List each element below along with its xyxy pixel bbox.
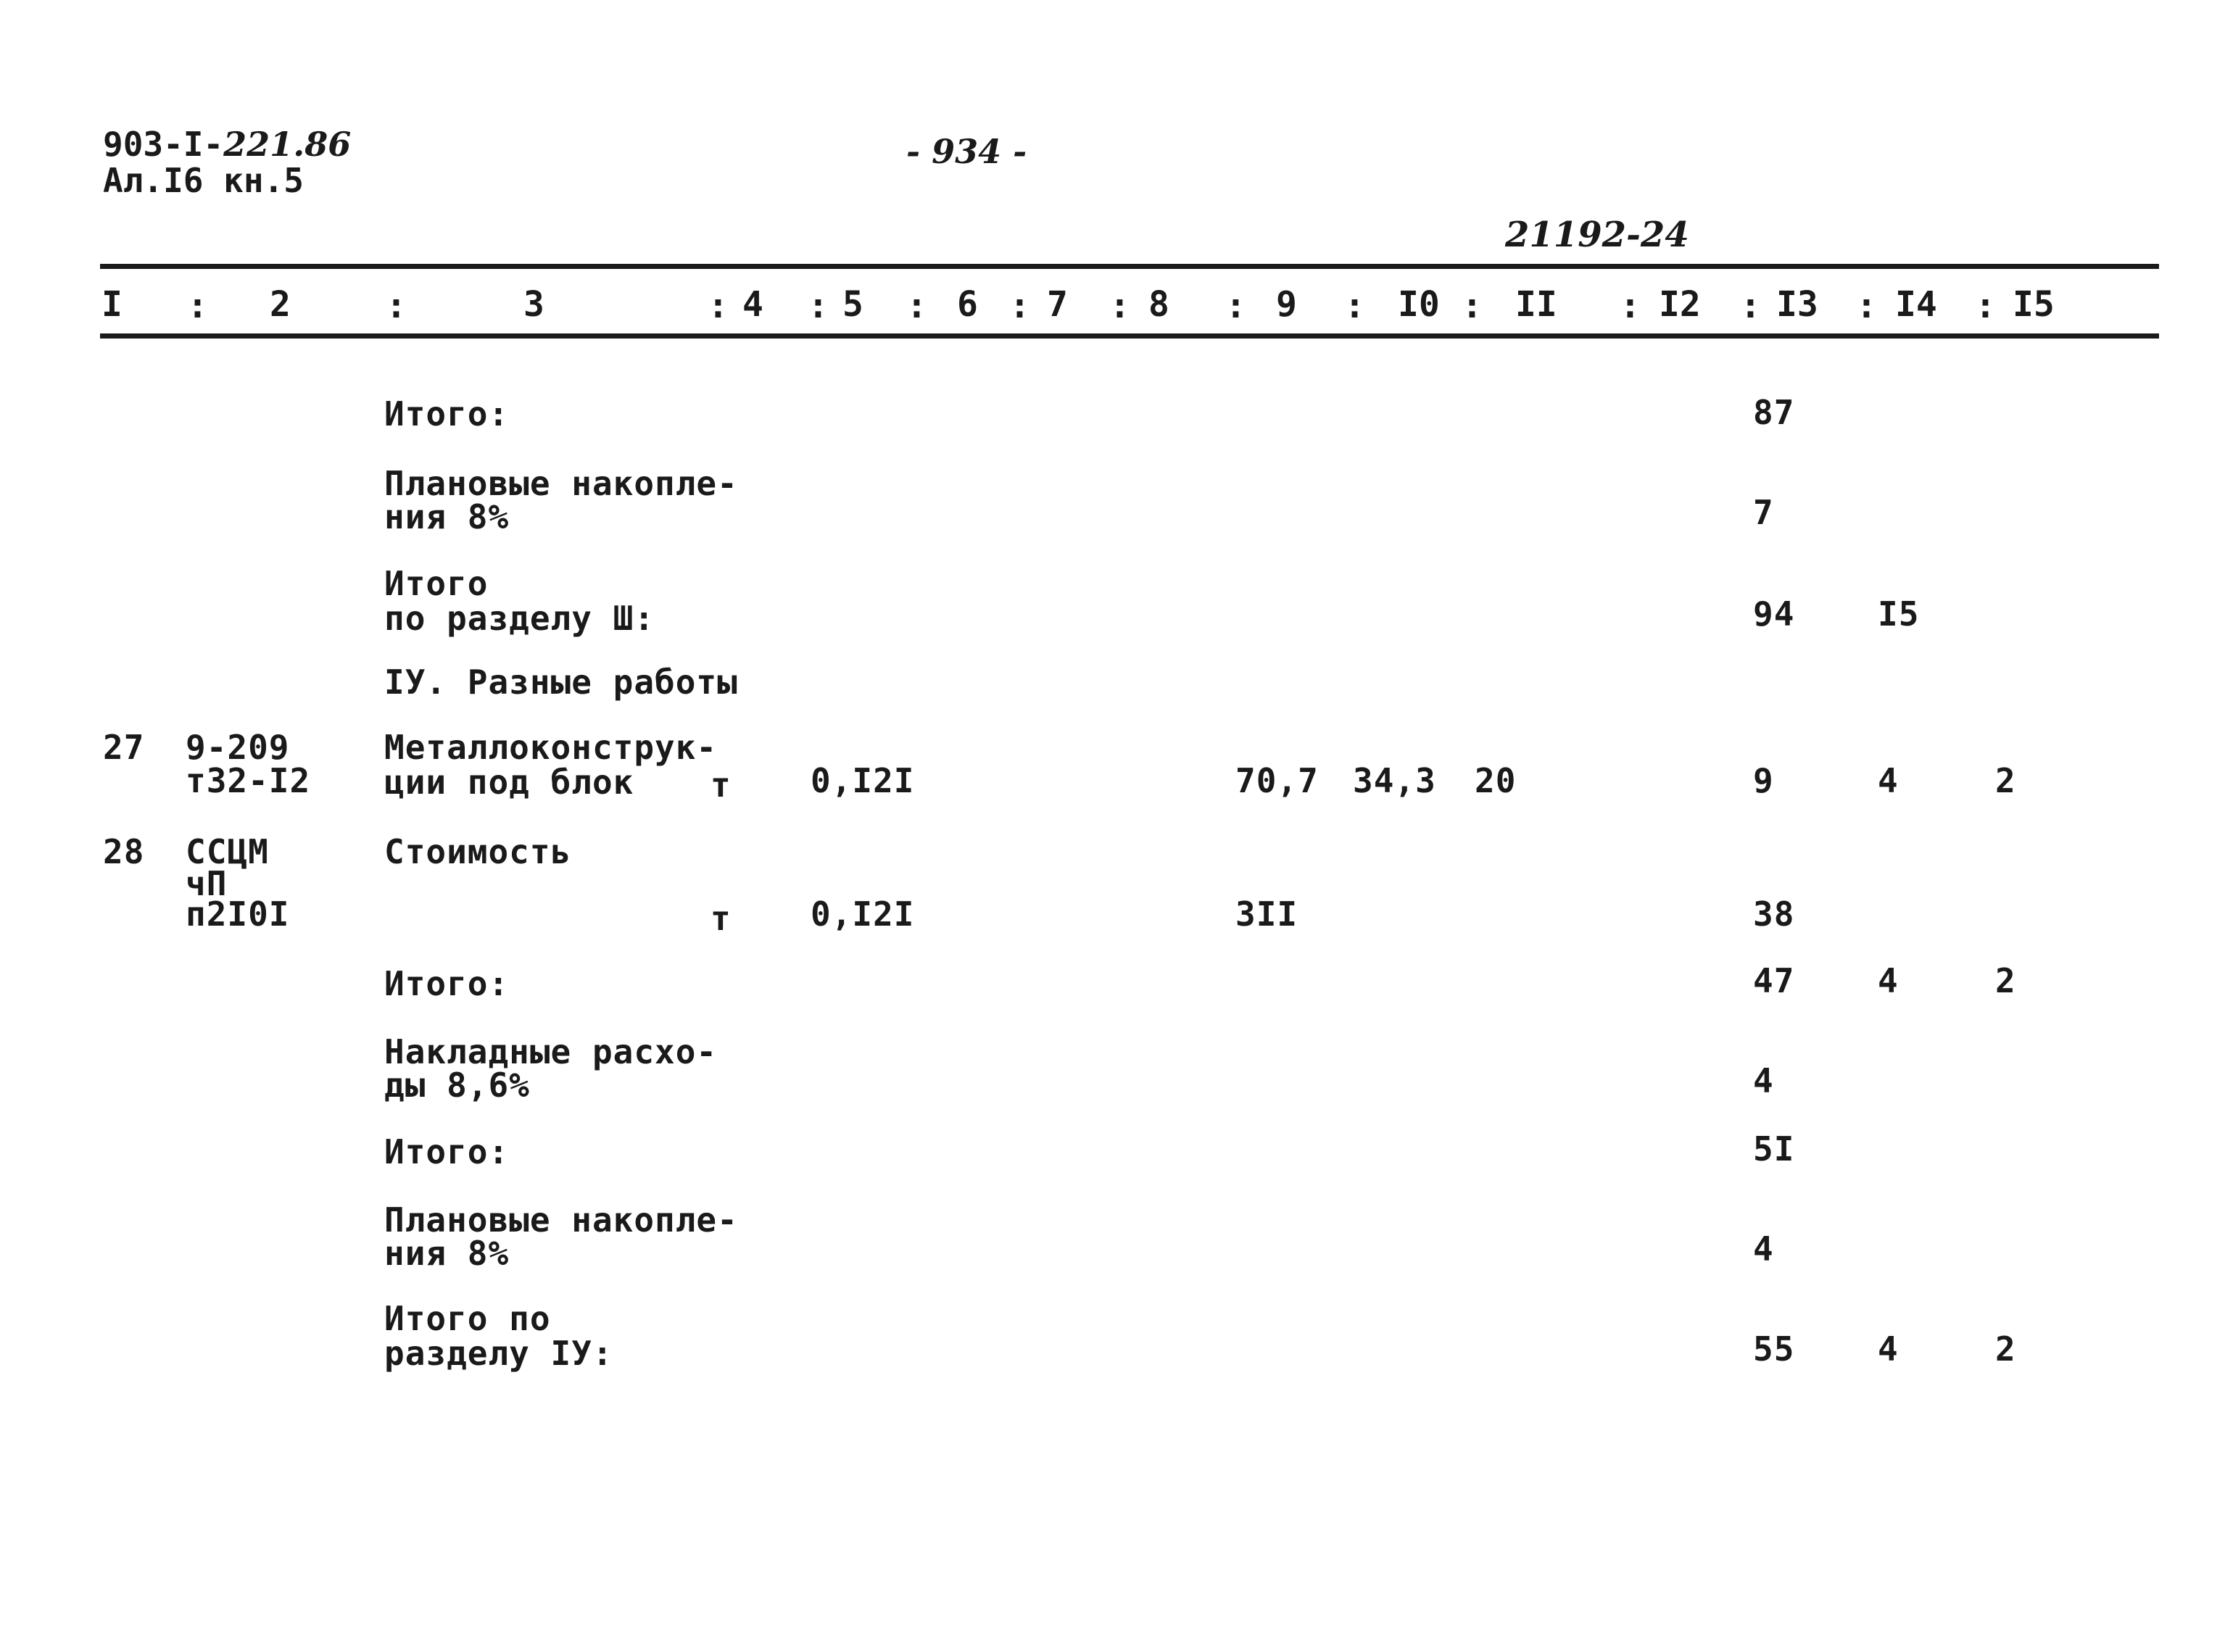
- table-header-rule: [100, 333, 2159, 339]
- row-label-line2: ния 8%: [384, 1234, 510, 1273]
- row-label-line2: ды 8,6%: [384, 1066, 530, 1105]
- cell-col14: 4: [1878, 1329, 1899, 1369]
- cell-col13: 4: [1753, 1229, 1774, 1269]
- cell-col13: 4: [1753, 1061, 1774, 1100]
- cell-unit: т: [710, 765, 732, 805]
- cell-code-line1: ССЦМ: [186, 832, 269, 871]
- cell-col13: 7: [1753, 493, 1774, 532]
- document-code-handwritten: 221.86: [223, 125, 352, 164]
- column-number: 9: [1276, 284, 1297, 325]
- column-separator: :: [187, 286, 208, 326]
- cell-col15: 2: [1995, 761, 2016, 800]
- column-separator: :: [1462, 286, 1483, 326]
- cell-col13: 38: [1753, 895, 1795, 934]
- column-number: II: [1515, 284, 1557, 325]
- cell-item-number: 27: [103, 728, 145, 767]
- cell-code-line1: 9-209: [186, 728, 290, 767]
- column-number: 4: [742, 284, 763, 325]
- row-label: Итого:: [384, 394, 510, 433]
- column-separator: :: [906, 286, 927, 326]
- sheet-code: 21192-24: [1505, 215, 1689, 255]
- column-number: 2: [270, 284, 291, 325]
- album-line: Ал.I6 кн.5: [103, 161, 304, 200]
- column-number: 3: [523, 284, 544, 325]
- column-separator: :: [1856, 286, 1877, 326]
- cell-code-line2: т32-I2: [186, 761, 311, 800]
- row-label-line1: Плановые накопле-: [384, 464, 738, 503]
- cell-col13: 55: [1753, 1329, 1795, 1369]
- column-separator: :: [1975, 286, 1996, 326]
- row-label: Итого:: [384, 1132, 510, 1171]
- table-top-rule: [100, 264, 2159, 269]
- column-number: I3: [1776, 284, 1818, 325]
- column-separator: :: [1225, 286, 1246, 326]
- column-separator: :: [1009, 286, 1030, 326]
- column-separator: :: [1344, 286, 1365, 326]
- cell-unit: т: [710, 899, 732, 938]
- column-separator: :: [708, 286, 729, 326]
- column-number: I5: [2013, 284, 2055, 325]
- row-label-line2: ции под блок: [384, 763, 634, 802]
- cell-col9: 3II: [1235, 895, 1298, 934]
- column-separator: :: [386, 286, 407, 326]
- row-label-line2: по разделу Ш:: [384, 599, 655, 638]
- document-code: [103, 125, 352, 164]
- cell-quantity: 0,I2I: [811, 761, 915, 800]
- column-separator: :: [1620, 286, 1641, 326]
- cell-code-line3: п2I0I: [186, 895, 290, 934]
- column-number: 6: [957, 284, 978, 325]
- column-number: 5: [842, 284, 863, 325]
- row-label-line2: ния 8%: [384, 497, 510, 536]
- page-number: - 934 -: [906, 132, 1027, 171]
- column-separator: :: [808, 286, 829, 326]
- cell-col14: 4: [1878, 761, 1899, 800]
- cell-col13: 94: [1753, 594, 1795, 634]
- cell-col13: 47: [1753, 961, 1795, 1000]
- column-separator: :: [1109, 286, 1130, 326]
- row-label-line1: Накладные расхо-: [384, 1032, 718, 1071]
- row-label-line2: разделу IУ:: [384, 1334, 613, 1373]
- column-number: I: [102, 284, 123, 325]
- cell-col15: 2: [1995, 961, 2016, 1000]
- cell-col11: 20: [1475, 761, 1517, 800]
- row-label-line1: Итого по: [384, 1299, 551, 1338]
- row-label-line1: Плановые накопле-: [384, 1200, 738, 1240]
- cell-col10: 34,3: [1353, 761, 1436, 800]
- cell-col15: 2: [1995, 1329, 2016, 1369]
- cell-col14: I5: [1878, 594, 1920, 634]
- column-number: I2: [1659, 284, 1701, 325]
- cell-code-line2: чП: [186, 864, 228, 903]
- cell-col13: 5I: [1753, 1129, 1795, 1169]
- section-heading: IУ. Разные работы: [384, 663, 738, 702]
- row-label-line1: Металлоконструк-: [384, 728, 718, 767]
- column-number: 7: [1047, 284, 1068, 325]
- row-label-line1: Итого: [384, 564, 489, 603]
- cell-quantity: 0,I2I: [811, 895, 915, 934]
- cell-col13: 9: [1753, 761, 1774, 800]
- column-number: I0: [1398, 284, 1440, 325]
- column-number: I4: [1895, 284, 1937, 325]
- cell-col9: 70,7: [1235, 761, 1319, 800]
- cell-col14: 4: [1878, 961, 1899, 1000]
- column-number: 8: [1148, 284, 1169, 325]
- row-label: Итого:: [384, 964, 510, 1003]
- cell-item-number: 28: [103, 832, 145, 871]
- cell-col13: 87: [1753, 393, 1795, 432]
- column-separator: :: [1740, 286, 1761, 326]
- document-code-prefix: 903-I-: [103, 125, 224, 164]
- row-label: Стоимость: [384, 832, 572, 871]
